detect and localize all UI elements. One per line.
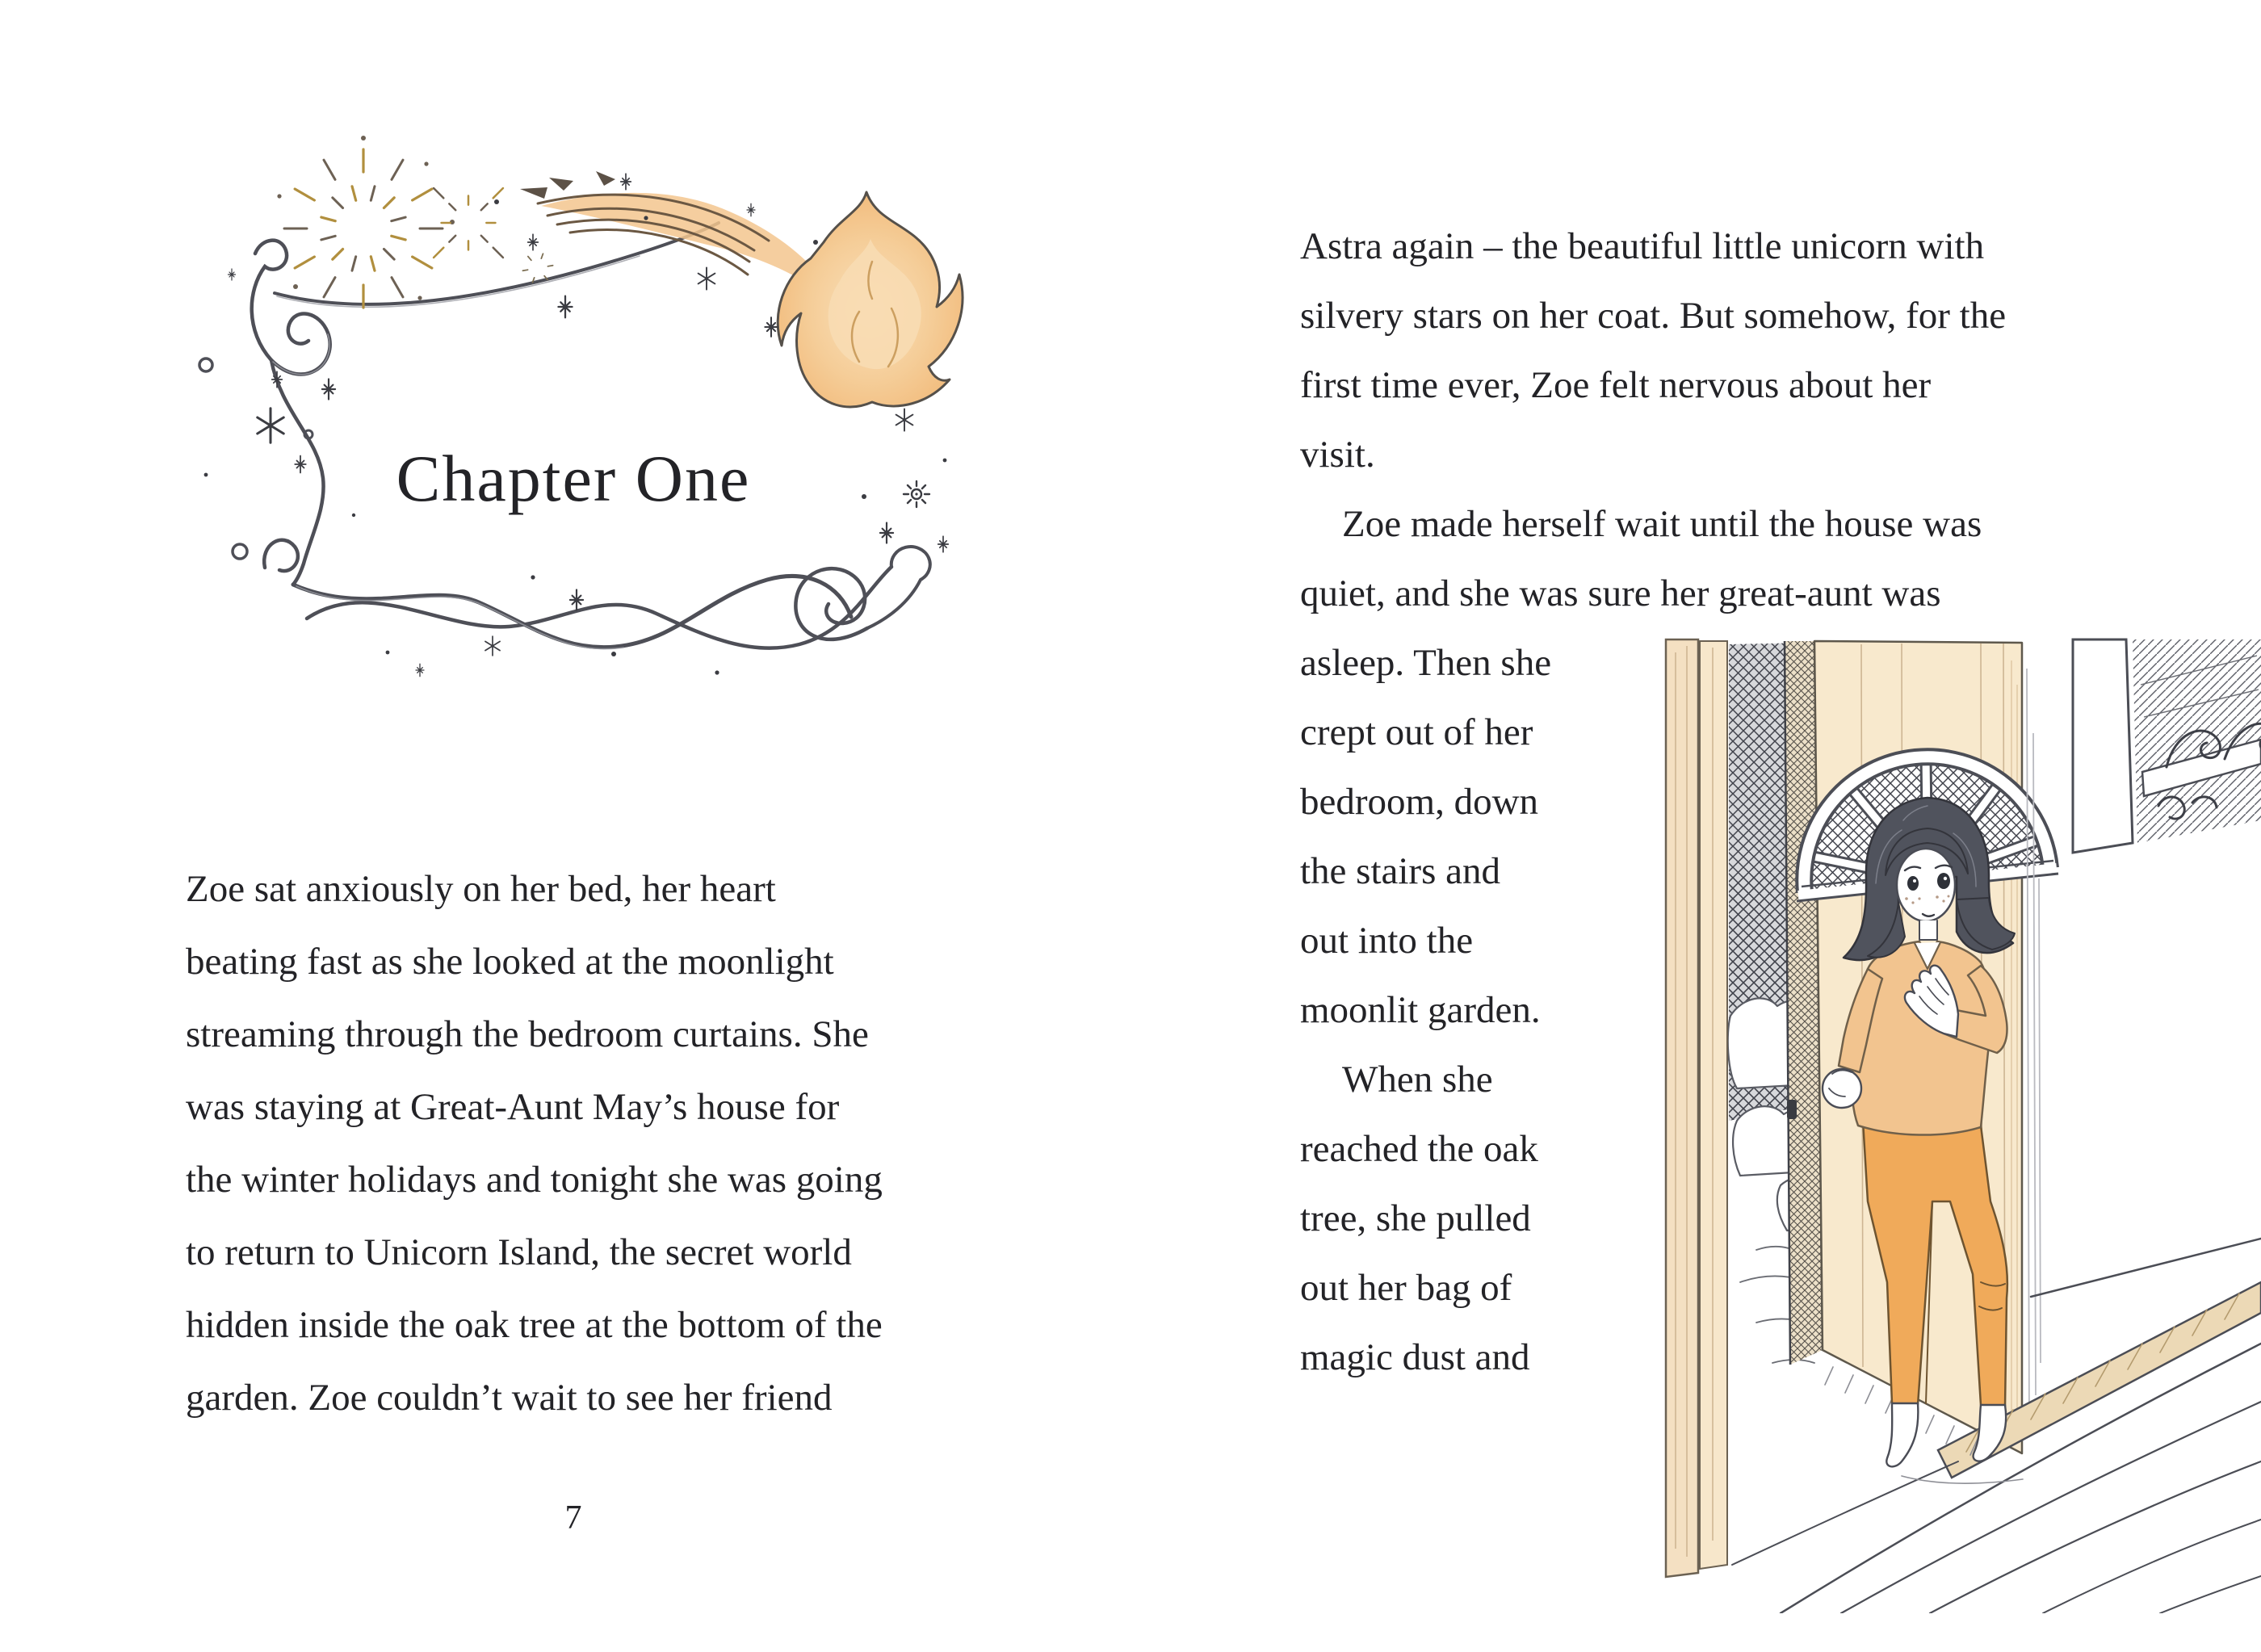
door-frame	[1666, 639, 1727, 1577]
chapter-ornament	[184, 95, 967, 685]
door-keyhole	[1787, 1100, 1797, 1119]
left-page	[0, 0, 1130, 1652]
text-line: Zoe sat anxiously on her bed, her heart	[186, 868, 776, 910]
text-line: beating fast as she looked at the moonlight	[186, 941, 834, 983]
text-line: Zoe made herself wait until the house was	[1342, 503, 1982, 545]
text-line: first time ever, Zoe felt nervous about her	[1300, 364, 1932, 406]
text-line: to return to Unicorn Island, the secret world	[186, 1231, 852, 1273]
text-line: the winter holidays and tonight she was going	[186, 1159, 883, 1201]
text-line: crept out of her	[1300, 711, 1533, 753]
page-number: 7	[564, 1499, 582, 1537]
text-line: asleep. Then she	[1300, 642, 1552, 684]
magic-dust-pouch	[1823, 1069, 1861, 1108]
text-line: out into the	[1300, 920, 1474, 962]
text-line: visit.	[1300, 434, 1375, 476]
text-line: tree, she pulled	[1300, 1197, 1531, 1239]
text-line: When she	[1342, 1059, 1493, 1101]
fireworks-icon	[277, 136, 552, 308]
chapter-title: Chapter One	[396, 442, 751, 515]
left-page-text	[186, 853, 993, 1434]
text-line: Astra again – the beautiful little unicorn with	[1300, 225, 1985, 267]
text-line: out her bag of	[1300, 1267, 1512, 1309]
text-line: bedroom, down	[1300, 781, 1539, 823]
right-page	[1130, 0, 2261, 1652]
text-line: quiet, and she was sure her great-aunt was	[1300, 572, 1941, 614]
text-line: garden. Zoe couldn’t wait to see her friend	[186, 1377, 833, 1419]
text-line: moonlit garden.	[1300, 989, 1541, 1031]
text-line: was staying at Great-Aunt May’s house for	[186, 1086, 840, 1128]
text-line: silvery stars on her coat. But somehow, for the	[1300, 295, 2007, 337]
text-line: hidden inside the oak tree at the bottom of the	[186, 1304, 883, 1346]
text-line: the stairs and	[1300, 850, 1500, 892]
comet-icon	[520, 171, 963, 407]
text-line: streaming through the bedroom curtains. She	[186, 1013, 869, 1055]
doorway-illustration	[1659, 636, 2261, 1613]
text-line: magic dust and	[1300, 1336, 1530, 1378]
text-line: reached the oak	[1300, 1128, 1538, 1170]
wall-shelf	[2073, 639, 2261, 853]
